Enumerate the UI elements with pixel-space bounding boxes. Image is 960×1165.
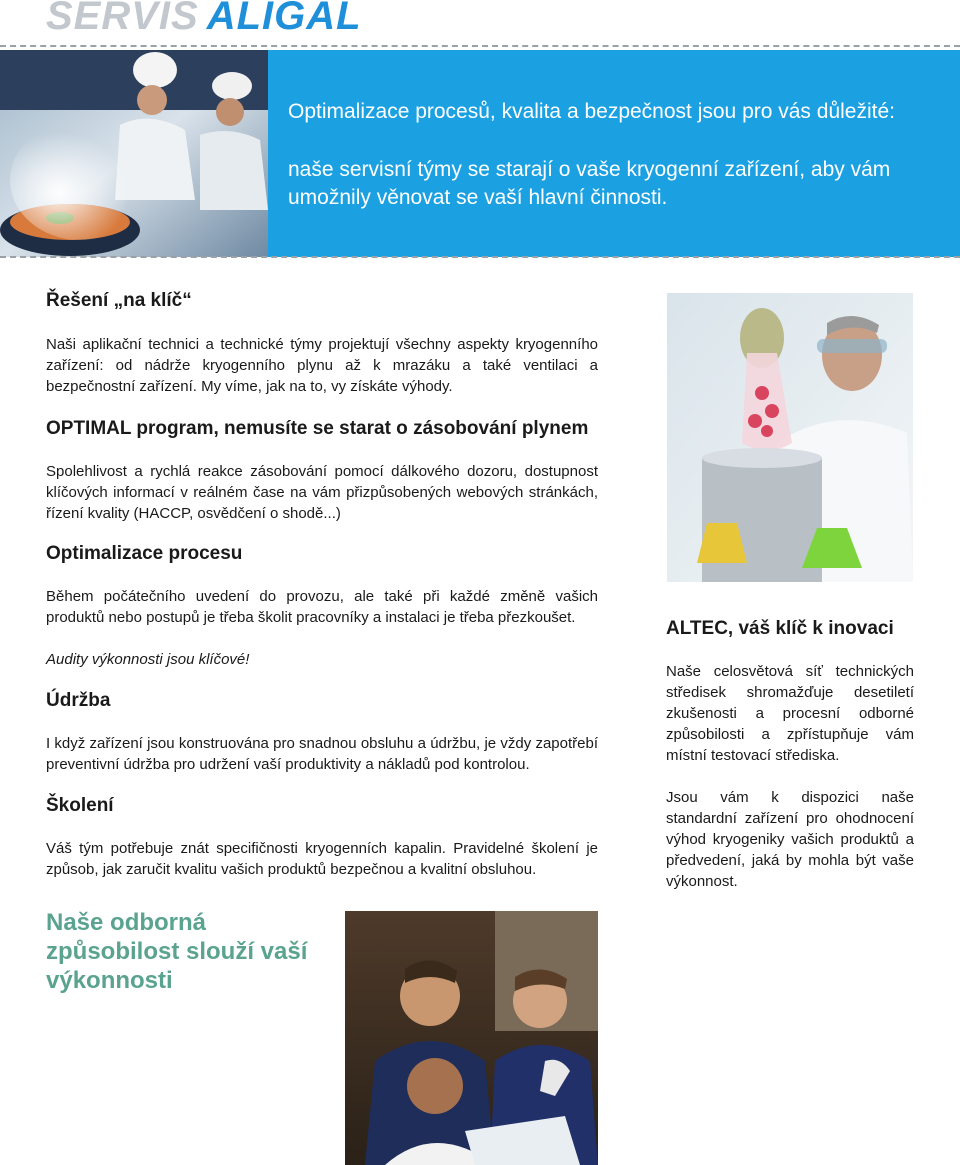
section-text-training: Váš tým potřebuje znát specifičnosti kryogenních kapalin. Pravidelné školení je způsob, jak zaručit kvalitu vašich produktů bezpečnou a kvalitní obsluhou. <box>46 840 598 878</box>
section-text-turnkey: Naši aplikační technici a technické týmy projektují všechny aspekty kryogenního zařízení: od nádrže kryogenního plynu až k mrazáku a také ventilaci a bezpečnostní zařízení. My víme, jak na to, vy získáte výhody. <box>46 336 598 395</box>
sidebar-title: ALTEC, váš klíč k inovaci <box>666 618 894 639</box>
section-title-turnkey: Řešení „na klíč“ <box>46 290 192 311</box>
section-title-training: Školení <box>46 795 114 816</box>
scientist-photo <box>667 293 913 582</box>
top-divider <box>0 45 960 47</box>
section-title-maintenance: Údržba <box>46 690 111 711</box>
brand-word-servis: SERVIS <box>46 0 199 38</box>
section-note-audits: Audity výkonnosti jsou klíčové! <box>46 651 250 668</box>
section-title-process: Optimalizace procesu <box>46 543 243 564</box>
banner-divider <box>0 256 960 258</box>
banner-line-2: naše servisní týmy se starají o vaše kryogenní zařízení, aby vám umožnily věnovat se vaší hlavní činnosti. <box>288 158 891 209</box>
brand-logo <box>46 0 362 38</box>
section-text-process: Během počátečního uvedení do provozu, ale také při každé změně vašich produktů nebo postupů je třeba školit pracovníky a instalaci je třeba přezkoušet. <box>46 588 598 626</box>
engineers-photo <box>345 911 598 1165</box>
section-title-optimal: OPTIMAL program, nemusíte se starat o zásobování plynem <box>46 418 589 439</box>
section-text-optimal: Spolehlivost a rychlá reakce zásobování pomocí dálkového dozoru, dostupnost klíčových informací v reálném čase na vám přizpůsobených webových stránkách, řízení kvality (HACCP, osvědčení o shodě...) <box>46 463 598 522</box>
brand-word-aligal: ALIGAL <box>206 0 362 38</box>
banner-line-1: Optimalizace procesů, kvalita a bezpečnost jsou pro vás důležité: <box>288 100 895 123</box>
section-text-maintenance: I když zařízení jsou konstruována pro snadnou obsluhu a údržbu, je vždy zapotřebí preventivní údržba pro udržení vaší produktivity a nákladů pod kontrolou. <box>46 735 598 773</box>
tagline: Naše odborná způsobilost slouží vaší výkonnosti <box>46 909 308 994</box>
sidebar-text-1: Naše celosvětová síť technických středisek shromažďuje desetiletí zkušenosti a procesní odborné způsobilosti a zpřístupňuje vám místní testovací střediska. <box>666 663 914 764</box>
chefs-photo <box>0 50 268 257</box>
sidebar-text-2: Jsou vám k dispozici naše standardní zařízení pro ohodnocení výhod kryogeniky vašich produktů a předvedení, jaká by mohla být vaše výkonnost. <box>666 789 914 890</box>
banner <box>268 50 960 257</box>
